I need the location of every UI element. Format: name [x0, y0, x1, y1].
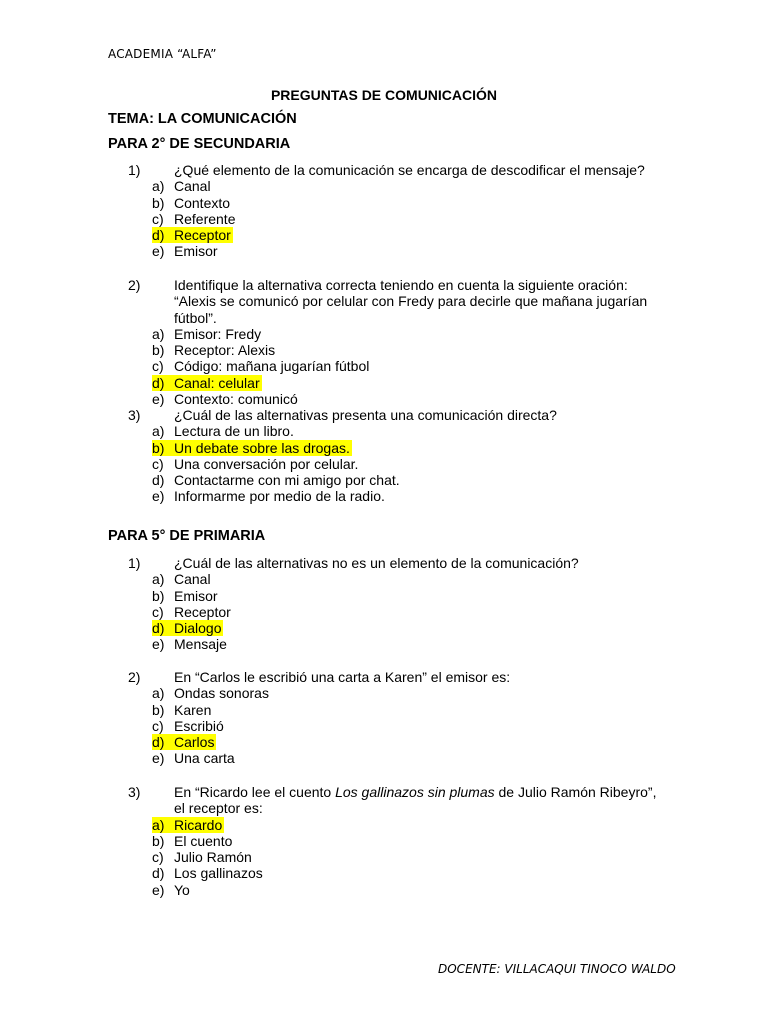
option-letter: b)	[152, 701, 165, 718]
option-c	[152, 718, 668, 734]
question-prim-3	[128, 784, 668, 898]
option-a	[152, 423, 668, 439]
option-text: Julio Ramón	[174, 849, 252, 866]
question-text: ¿Cuál de las alternativas presenta una comunicación directa?	[174, 407, 557, 423]
option-e	[152, 243, 668, 259]
option-text: Una conversación por celular.	[174, 455, 359, 472]
option-text: Emisor	[174, 243, 218, 260]
option-b	[152, 588, 668, 604]
option-letter: d)	[152, 374, 165, 391]
option-text: Ricardo	[174, 816, 223, 833]
option-text: Referente	[174, 210, 236, 227]
option-c	[152, 456, 668, 472]
page-title: PREGUNTAS DE COMUNICACIÓN	[270, 87, 498, 103]
option-text: Código: mañana jugarían fútbol	[174, 358, 370, 375]
question-number: 3)	[128, 407, 141, 423]
option-c	[152, 604, 668, 620]
option-b	[152, 833, 668, 849]
option-e	[152, 750, 668, 766]
option-text: Informarme por medio de la radio.	[174, 488, 385, 505]
school-header: ACADEMIA “ALFA”	[108, 47, 217, 61]
option-text: Dialogo	[174, 620, 222, 637]
option-letter: e)	[152, 391, 165, 408]
option-b-answer-highlight	[152, 440, 352, 456]
option-b	[152, 195, 668, 211]
option-b	[152, 702, 668, 718]
question-prim-1	[128, 555, 668, 653]
option-letter: d)	[152, 865, 165, 882]
option-a	[152, 571, 668, 587]
option-text: Emisor	[174, 587, 218, 604]
option-d	[152, 472, 668, 488]
option-letter: a)	[152, 423, 165, 440]
section-heading-secundaria: PARA 2° DE SECUNDARIA	[108, 136, 291, 152]
option-text: Mensaje	[174, 636, 227, 653]
option-text: Receptor	[174, 227, 231, 244]
section-heading-primaria: PARA 5° DE PRIMARIA	[108, 528, 266, 544]
option-text: Lectura de un libro.	[174, 423, 294, 440]
question-text-start: En “Ricardo lee el cuento	[174, 784, 336, 800]
option-e	[152, 636, 668, 652]
question-text: ¿Cuál de las alternativas no es un elemento de la comunicación?	[174, 555, 579, 571]
option-letter: a)	[152, 816, 165, 833]
option-text: Karen	[174, 701, 212, 718]
option-a	[152, 326, 668, 342]
option-letter: e)	[152, 243, 165, 260]
option-e	[152, 488, 668, 504]
option-letter: d)	[152, 472, 165, 489]
option-letter: a)	[152, 571, 165, 588]
option-text: Receptor	[174, 603, 231, 620]
teacher-footer: DOCENTE: VILLACAQUI TINOCO WALDO	[438, 962, 676, 976]
option-text: Los gallinazos	[174, 865, 263, 882]
question-text	[174, 784, 668, 817]
option-text: Contexto	[174, 194, 231, 211]
option-letter: d)	[152, 620, 165, 637]
option-letter: b)	[152, 832, 165, 849]
option-letter: b)	[152, 194, 165, 211]
option-letter: b)	[152, 587, 165, 604]
option-d-answer-highlight	[152, 734, 216, 750]
question-text-end: de Julio Ramón Ribeyro”, el receptor es:	[174, 784, 657, 817]
option-text: Canal: celular	[174, 374, 260, 391]
option-a	[152, 685, 668, 701]
option-d-answer-highlight	[152, 227, 233, 243]
option-text: Una carta	[174, 750, 235, 767]
option-d	[152, 865, 668, 881]
option-letter: c)	[152, 849, 164, 866]
option-letter: e)	[152, 636, 165, 653]
option-c	[152, 849, 668, 865]
option-letter: c)	[152, 210, 164, 227]
option-letter: e)	[152, 881, 165, 898]
question-number: 1)	[128, 162, 141, 178]
option-a	[152, 178, 668, 194]
option-d-answer-highlight	[152, 620, 223, 636]
question-text: Identifique la alternativa correcta teniendo en cuenta la siguiente oración: “Alexis se comunicó por celular con Fredy para decirle que mañana jugarían fútbol”.	[174, 277, 648, 326]
option-text: El cuento	[174, 832, 233, 849]
option-c	[152, 211, 668, 227]
question-number: 1)	[128, 555, 141, 571]
option-e	[152, 882, 668, 898]
option-text: Canal	[174, 178, 211, 195]
option-letter: d)	[152, 734, 165, 751]
option-letter: d)	[152, 227, 165, 244]
question-sec-3	[128, 407, 668, 505]
option-b	[152, 342, 668, 358]
option-letter: e)	[152, 488, 165, 505]
option-d-answer-highlight	[152, 375, 262, 391]
question-text: ¿Qué elemento de la comunicación se encarga de descodificar el mensaje?	[174, 162, 645, 178]
option-text: Canal	[174, 571, 211, 588]
option-letter: c)	[152, 603, 164, 620]
option-letter: c)	[152, 358, 164, 375]
question-sec-1	[128, 162, 668, 260]
option-letter: e)	[152, 750, 165, 767]
option-a-answer-highlight	[152, 817, 224, 833]
option-letter: b)	[152, 342, 165, 359]
option-letter: a)	[152, 325, 165, 342]
option-text: Yo	[174, 881, 190, 898]
option-text: Escribió	[174, 717, 224, 734]
option-letter: c)	[152, 455, 164, 472]
question-prim-2	[128, 669, 668, 767]
option-text: Un debate sobre las drogas.	[174, 439, 350, 456]
question-sec-2	[128, 277, 668, 407]
question-number: 2)	[128, 669, 141, 685]
option-letter: c)	[152, 717, 164, 734]
option-text: Ondas sonoras	[174, 685, 269, 702]
option-c	[152, 358, 668, 374]
question-number: 2)	[128, 277, 141, 293]
question-number: 3)	[128, 784, 141, 800]
option-text: Carlos	[174, 734, 215, 751]
book-title: Los gallinazos sin plumas	[335, 784, 495, 800]
option-text: Receptor: Alexis	[174, 342, 276, 359]
option-e	[152, 391, 668, 407]
option-letter: a)	[152, 685, 165, 702]
option-letter: a)	[152, 178, 165, 195]
question-text: En “Carlos le escribió una carta a Karen” el emisor es:	[174, 669, 511, 685]
option-text: Contactarme con mi amigo por chat.	[174, 472, 400, 489]
option-text: Emisor: Fredy	[174, 325, 262, 342]
topic-heading: TEMA: LA COMUNICACIÓN	[108, 111, 297, 127]
option-text: Contexto: comunicó	[174, 391, 298, 408]
option-letter: b)	[152, 439, 165, 456]
